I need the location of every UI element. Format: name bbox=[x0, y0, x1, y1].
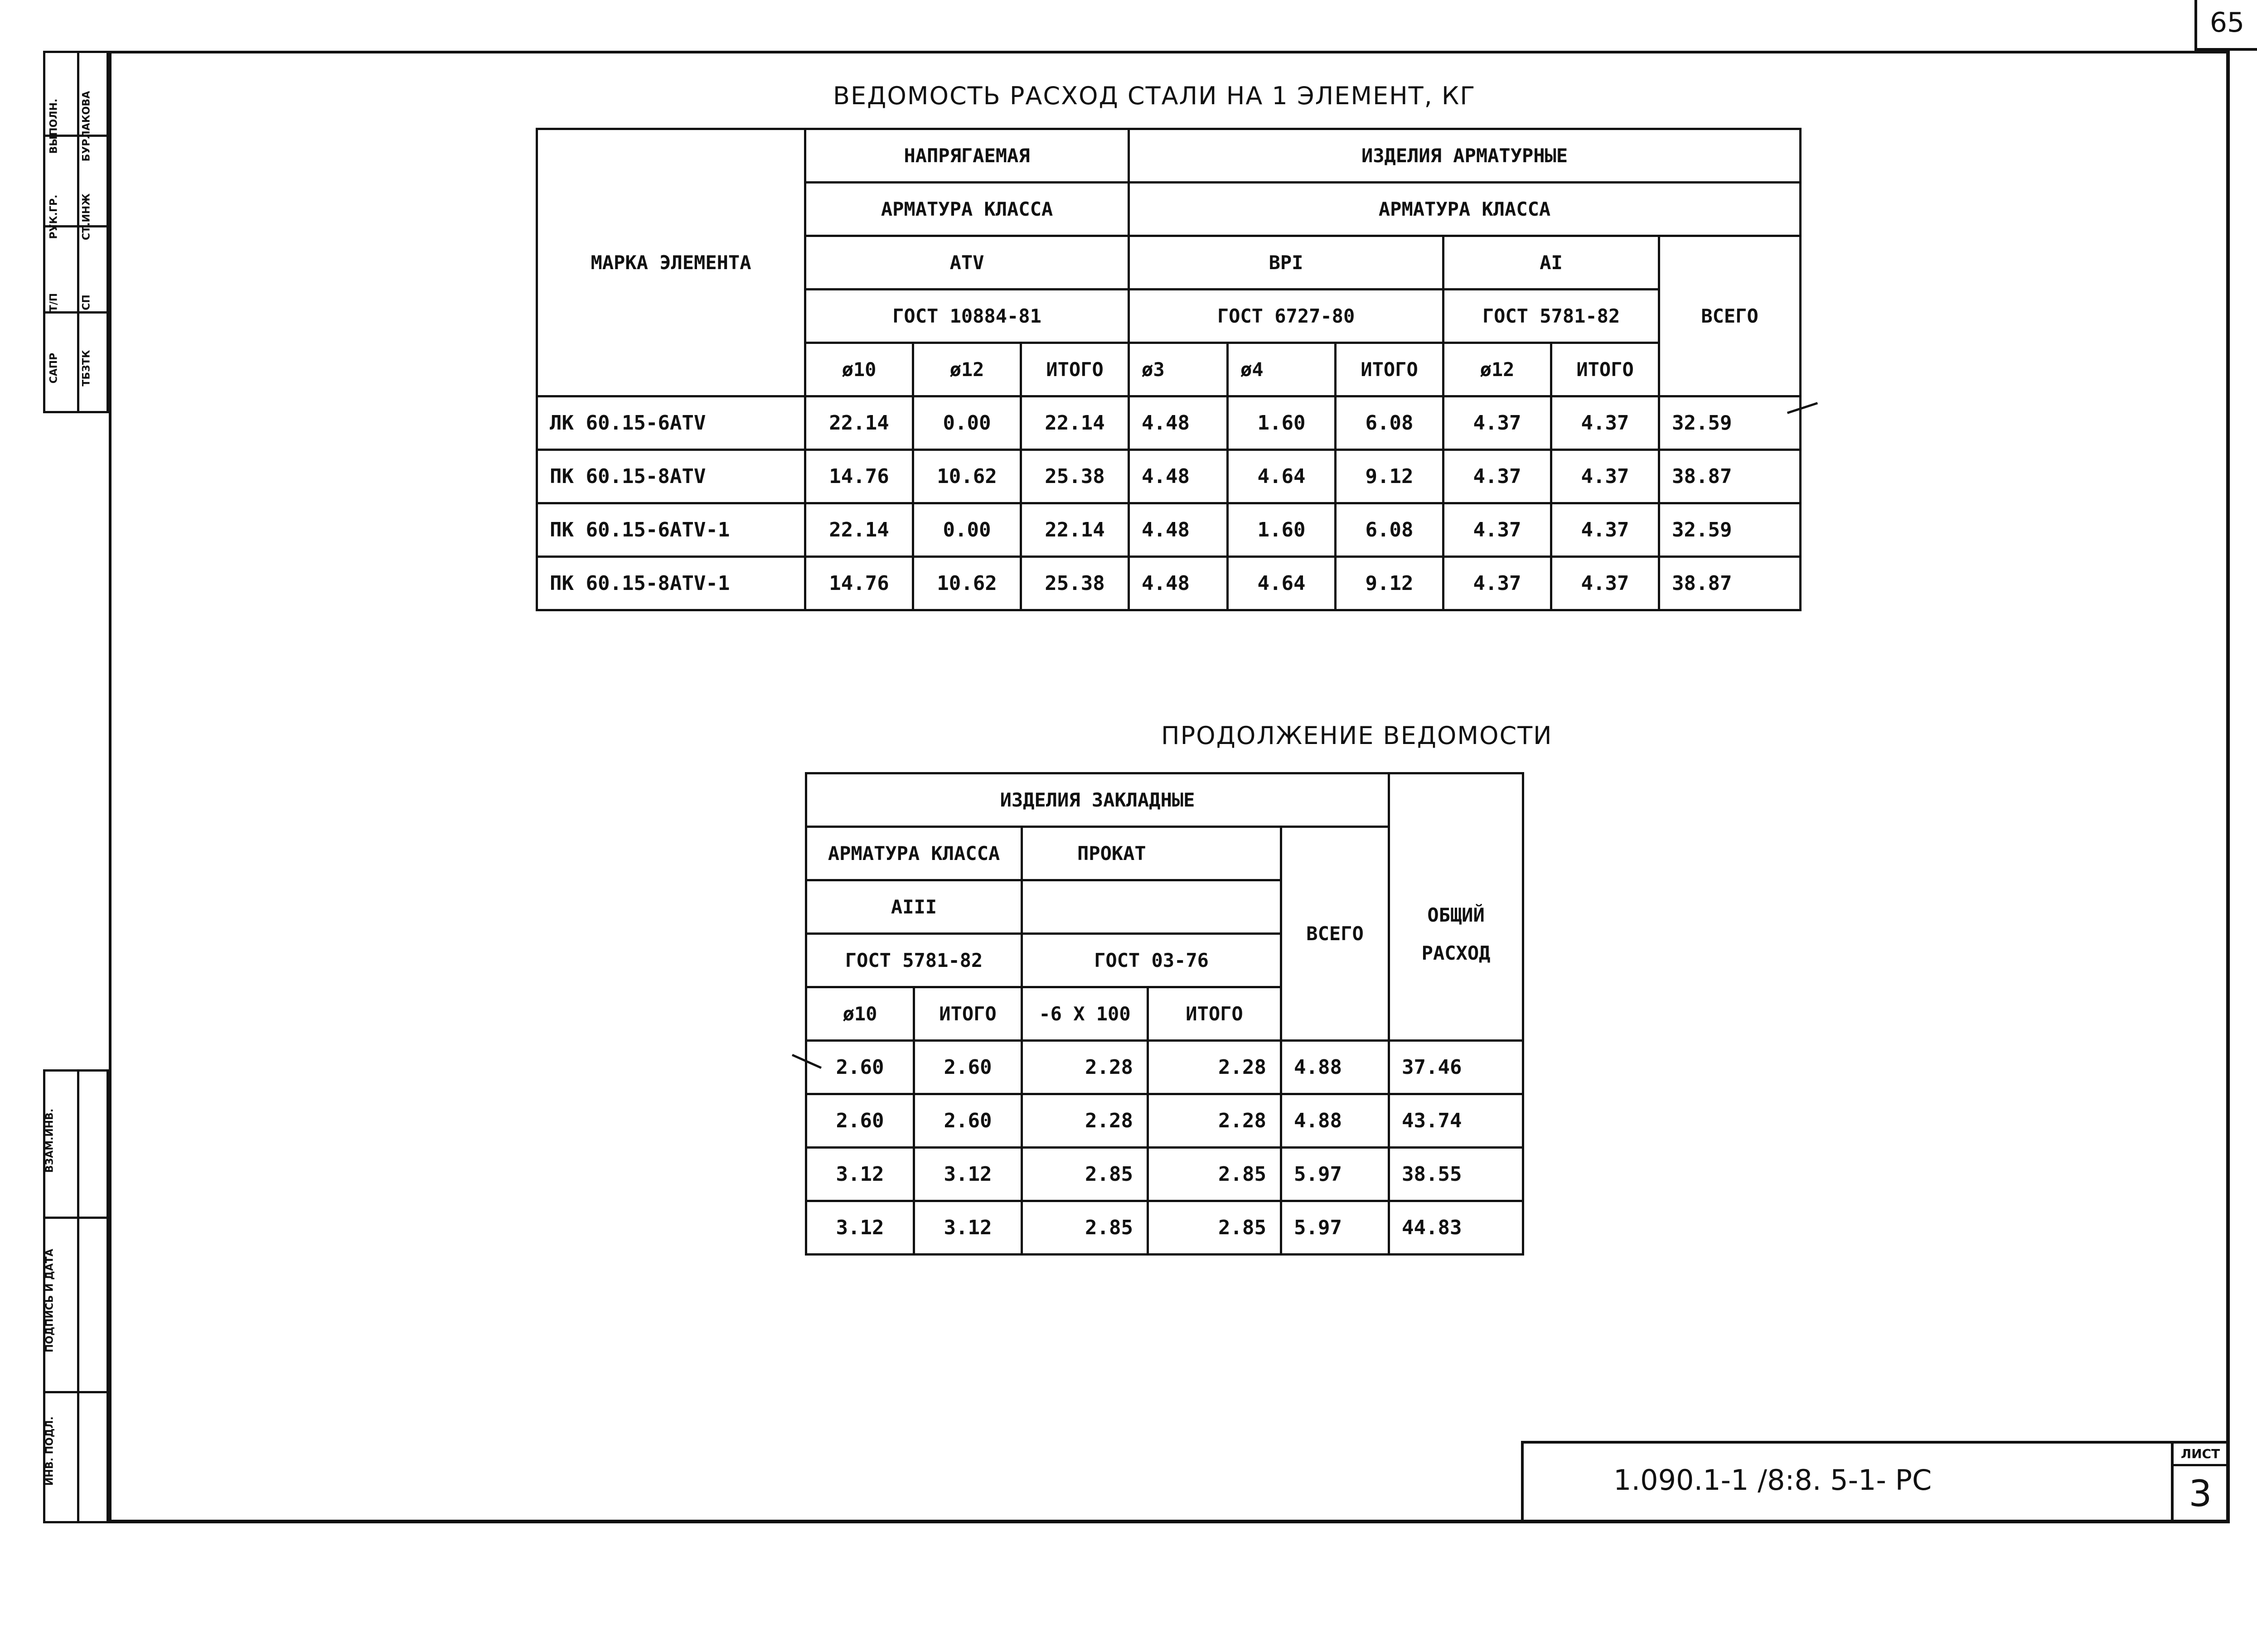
cell: 4.64 bbox=[1228, 450, 1336, 503]
header-stressed-gost: ГОСТ 10884-81 bbox=[805, 290, 1129, 343]
strip-cell-ruk-gr: РУК.ГР. bbox=[48, 194, 60, 239]
row-mark: ЛК 60.15-6АТV bbox=[537, 396, 805, 450]
header-rebar-gost: ГОСТ 5781-82 bbox=[806, 934, 1022, 987]
page-number: 65 bbox=[2194, 0, 2257, 51]
cell: 4.48 bbox=[1129, 503, 1228, 557]
strip-label-inv-podl: ИНВ. ПОДЛ. bbox=[44, 1416, 56, 1486]
cell: 4.88 bbox=[1281, 1041, 1389, 1094]
cell: 9.12 bbox=[1336, 557, 1443, 610]
cell: 4.88 bbox=[1281, 1094, 1389, 1148]
sheet-label: ЛИСТ bbox=[2171, 1446, 2230, 1466]
cell: 25.38 bbox=[1021, 450, 1129, 503]
cell: 43.74 bbox=[1389, 1094, 1523, 1148]
table-row bbox=[537, 450, 1801, 503]
sub-header: ИТОГО bbox=[1148, 987, 1281, 1041]
header-rolled-gost: ГОСТ 03-76 bbox=[1022, 934, 1281, 987]
sub-header: ø10 bbox=[806, 987, 914, 1041]
sub-header: -6 Х 100 bbox=[1022, 987, 1148, 1041]
strip-cell-sapr: САПР bbox=[48, 353, 60, 384]
header-total: ВСЕГО bbox=[1281, 827, 1389, 1041]
cell: 2.85 bbox=[1148, 1148, 1281, 1201]
header-a-gost: ГОСТ 5781-82 bbox=[1443, 290, 1659, 343]
cell: 3.12 bbox=[914, 1148, 1022, 1201]
header-products: ИЗДЕЛИЯ АРМАТУРНЫЕ bbox=[1129, 129, 1801, 183]
cell: 2.60 bbox=[914, 1094, 1022, 1148]
header-bp-grade: ВРI bbox=[1129, 236, 1443, 290]
steel-consumption-continuation-table bbox=[805, 772, 1524, 1256]
sub-header: ø3 bbox=[1129, 343, 1228, 396]
cell: 1.60 bbox=[1228, 396, 1336, 450]
cell: 4.37 bbox=[1551, 450, 1659, 503]
cell: 2.85 bbox=[1148, 1201, 1281, 1255]
cell: 25.38 bbox=[1021, 557, 1129, 610]
sub-header: ø12 bbox=[1443, 343, 1551, 396]
cell: 4.37 bbox=[1443, 396, 1551, 450]
header-rolled: ПРОКАТ bbox=[1022, 827, 1281, 880]
header-total: ВСЕГО bbox=[1659, 236, 1801, 396]
cell: 22.14 bbox=[805, 396, 913, 450]
table-row bbox=[806, 1201, 1523, 1255]
cell: 37.46 bbox=[1389, 1041, 1523, 1094]
strip-label-vzam-inv: ВЗАМ.ИНВ. bbox=[44, 1108, 56, 1173]
sub-header: ИТОГО bbox=[1021, 343, 1129, 396]
cell: 38.55 bbox=[1389, 1148, 1523, 1201]
cell: 5.97 bbox=[1281, 1148, 1389, 1201]
cell: 22.14 bbox=[805, 503, 913, 557]
cell: 2.60 bbox=[914, 1041, 1022, 1094]
cell: 4.37 bbox=[1443, 450, 1551, 503]
table-row bbox=[537, 503, 1801, 557]
cell: 3.12 bbox=[914, 1201, 1022, 1255]
strip-cell-st-inzh: СТ.ИНЖ bbox=[81, 193, 92, 241]
cell: 4.37 bbox=[1551, 396, 1659, 450]
cell: 4.37 bbox=[1443, 503, 1551, 557]
table-row bbox=[537, 396, 1801, 450]
cell: 38.87 bbox=[1659, 450, 1801, 503]
table2-title: ПРОДОЛЖЕНИЕ ВЕДОМОСТИ bbox=[1161, 721, 1553, 750]
cell: 2.28 bbox=[1148, 1094, 1281, 1148]
row-mark: ПК 60.15-6АТV-1 bbox=[537, 503, 805, 557]
cell: 0.00 bbox=[913, 503, 1021, 557]
header-stressed: НАПРЯГАЕМАЯ bbox=[805, 129, 1129, 183]
sheet-number: 3 bbox=[2189, 1473, 2212, 1515]
steel-consumption-table bbox=[536, 128, 1802, 611]
header-mark: МАРКА ЭЛЕМЕНТА bbox=[537, 129, 805, 396]
cell: 4.48 bbox=[1129, 396, 1228, 450]
cell: 2.28 bbox=[1148, 1041, 1281, 1094]
cell: 4.64 bbox=[1228, 557, 1336, 610]
strip-cell-vypoln: ВЫПОЛН. bbox=[48, 98, 60, 154]
cell: 10.62 bbox=[913, 450, 1021, 503]
cell: 2.28 bbox=[1022, 1094, 1148, 1148]
header-rebar-class: АРМАТУРА КЛАССА bbox=[806, 827, 1022, 880]
cell: 4.48 bbox=[1129, 557, 1228, 610]
table-row bbox=[806, 1148, 1523, 1201]
strip-cell-burlakova: БУРЛАКОВА bbox=[81, 91, 92, 162]
cell: 4.37 bbox=[1551, 503, 1659, 557]
cell: 6.08 bbox=[1336, 503, 1443, 557]
cell: 0.00 bbox=[913, 396, 1021, 450]
strip-cell-tp: Т/П bbox=[48, 293, 60, 312]
cell: 2.60 bbox=[806, 1041, 914, 1094]
header-embedded: ИЗДЕЛИЯ ЗАКЛАДНЫЕ bbox=[806, 773, 1389, 827]
header-a-grade: AI bbox=[1443, 236, 1659, 290]
document-code: 1.090.1-1 /8:8. 5-1- РС bbox=[1613, 1464, 1932, 1497]
cell: 9.12 bbox=[1336, 450, 1443, 503]
cell: 2.60 bbox=[806, 1094, 914, 1148]
cell: 6.08 bbox=[1336, 396, 1443, 450]
cell: 14.76 bbox=[805, 557, 913, 610]
header-products-class: АРМАТУРА КЛАССА bbox=[1129, 183, 1801, 236]
cell: 22.14 bbox=[1021, 396, 1129, 450]
cell: 3.12 bbox=[806, 1201, 914, 1255]
sub-header: ИТОГО bbox=[914, 987, 1022, 1041]
row-mark: ПК 60.15-8АТV-1 bbox=[537, 557, 805, 610]
header-bp-gost: ГОСТ 6727-80 bbox=[1129, 290, 1443, 343]
cell: 3.12 bbox=[806, 1148, 914, 1201]
sub-header: ø10 bbox=[805, 343, 913, 396]
cell: 2.85 bbox=[1022, 1148, 1148, 1201]
table-row bbox=[537, 557, 1801, 610]
header-rolled-grade-empty bbox=[1022, 880, 1281, 934]
cell: 2.28 bbox=[1022, 1041, 1148, 1094]
cell: 44.83 bbox=[1389, 1201, 1523, 1255]
header-rebar-grade: AIII bbox=[806, 880, 1022, 934]
row-mark: ПК 60.15-8АТV bbox=[537, 450, 805, 503]
sub-header: ИТОГО bbox=[1551, 343, 1659, 396]
cell: 32.59 bbox=[1659, 396, 1801, 450]
header-grand-total: ОБЩИЙ РАСХОД bbox=[1389, 773, 1523, 1041]
cell: 38.87 bbox=[1659, 557, 1801, 610]
cell: 22.14 bbox=[1021, 503, 1129, 557]
cell: 2.85 bbox=[1022, 1201, 1148, 1255]
strip-cell-sp: СП bbox=[81, 295, 92, 310]
strip-label-podpis-data: ПОДПИСЬ И ДАТА bbox=[44, 1249, 56, 1353]
cell: 4.37 bbox=[1551, 557, 1659, 610]
sub-header: ø4 bbox=[1228, 343, 1336, 396]
table-row bbox=[806, 1041, 1523, 1094]
strip-cell-tbztk: ТБЗТК bbox=[81, 350, 92, 386]
cell: 14.76 bbox=[805, 450, 913, 503]
sub-header: ИТОГО bbox=[1336, 343, 1443, 396]
sub-header: ø12 bbox=[913, 343, 1021, 396]
table-row bbox=[806, 1094, 1523, 1148]
cell: 4.37 bbox=[1443, 557, 1551, 610]
table1-title: ВЕДОМОСТЬ РАСХОД СТАЛИ НА 1 ЭЛЕМЕНТ, КГ bbox=[833, 82, 1476, 110]
header-stressed-grade: ATV bbox=[805, 236, 1129, 290]
cell: 5.97 bbox=[1281, 1201, 1389, 1255]
cell: 4.48 bbox=[1129, 450, 1228, 503]
cell: 32.59 bbox=[1659, 503, 1801, 557]
cell: 10.62 bbox=[913, 557, 1021, 610]
header-stressed-class: АРМАТУРА КЛАССА bbox=[805, 183, 1129, 236]
cell: 1.60 bbox=[1228, 503, 1336, 557]
